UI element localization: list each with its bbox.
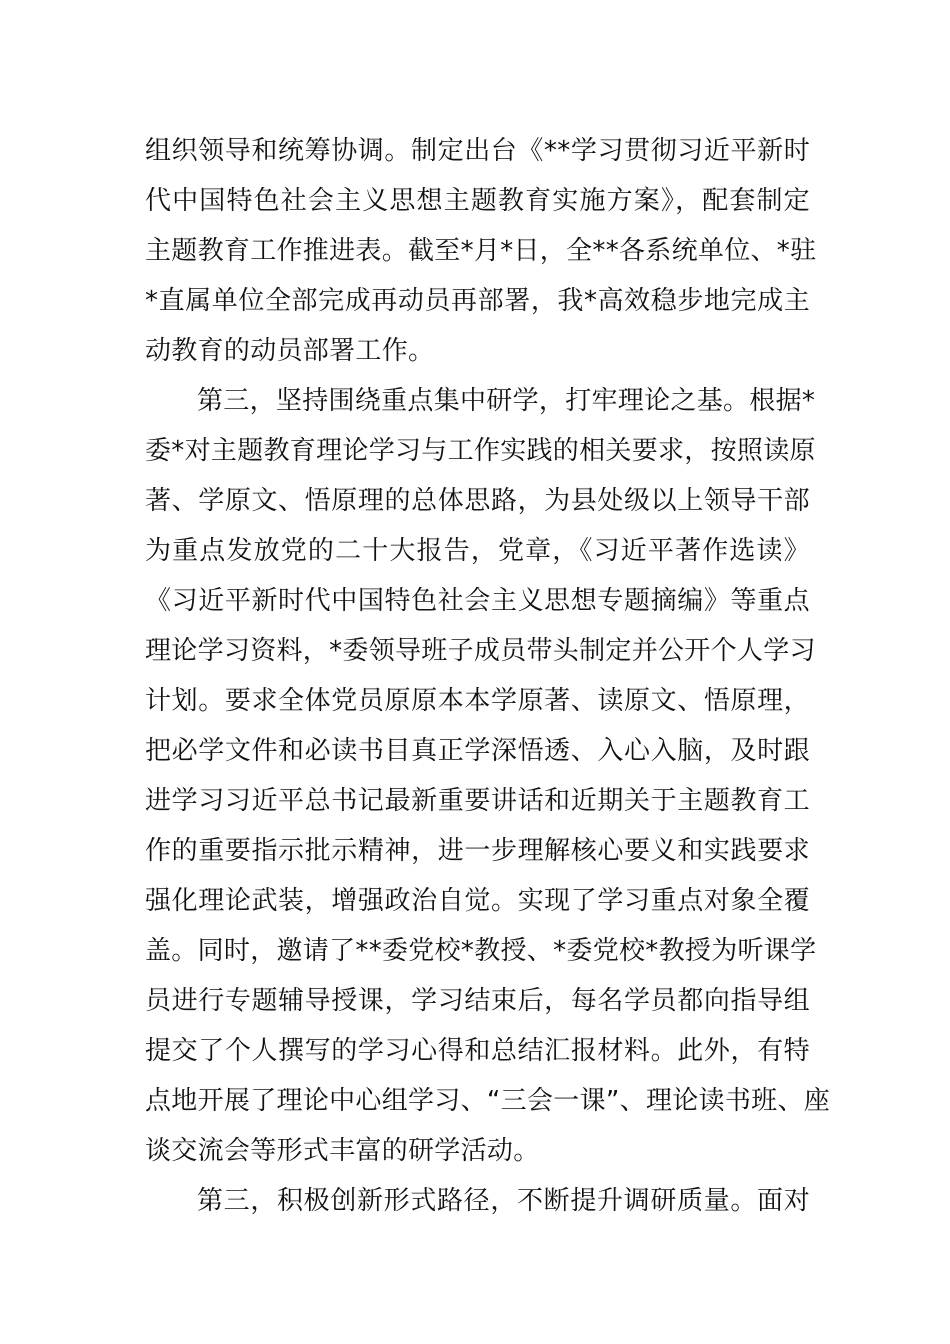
text-line: 组织领导和统筹协调。制定出台《**学习贯彻习近平新时 — [145, 136, 810, 166]
text-line: 把必学文件和必读书目真正学深悟透、入心入脑，及时跟 — [145, 736, 810, 766]
text-line: 盖。同时，邀请了**委党校*教授、*委党校*教授为听课学 — [145, 936, 817, 966]
paragraph-2 — [145, 376, 831, 1176]
text-line: 理论学习资料，*委领导班子成员带头制定并公开个人学习 — [145, 636, 816, 666]
text-line: 点地开展了理论中心组学习、“三会一课”、理论读书班、座 — [145, 1086, 831, 1116]
paragraph-1 — [145, 126, 817, 376]
text-line: 第三，积极创新形式路径，不断提升调研质量。面对 — [197, 1186, 810, 1216]
text-line: 动教育的动员部署工作。 — [145, 336, 435, 366]
text-line: 提交了个人撰写的学习心得和总结汇报材料。此外，有特 — [145, 1036, 810, 1066]
text-line: 为重点发放党的二十大报告，党章，《习近平著作选读》 — [145, 536, 810, 566]
text-line: 代中国特色社会主义思想主题教育实施方案》，配套制定 — [145, 186, 810, 216]
text-line: 委*对主题教育理论学习与工作实践的相关要求，按照读原 — [145, 436, 816, 466]
text-line: *直属单位全部完成再动员再部署，我*高效稳步地完成主 — [145, 286, 810, 316]
text-line: 主题教育工作推进表。截至*月*日，全**各系统单位、*驻 — [145, 236, 817, 266]
text-line: 《习近平新时代中国特色社会主义思想专题摘编》等重点 — [145, 586, 810, 616]
paragraph-3 — [145, 1176, 810, 1226]
text-line: 强化理论武装，增强政治自觉。实现了学习重点对象全覆 — [145, 886, 810, 916]
text-line: 第三，坚持围绕重点集中研学，打牢理论之基。根据* — [197, 386, 816, 416]
text-line: 进学习习近平总书记最新重要讲话和近期关于主题教育工 — [145, 786, 810, 816]
text-line: 谈交流会等形式丰富的研学活动。 — [145, 1136, 540, 1166]
document-body — [145, 126, 831, 1226]
text-line: 计划。要求全体党员原原本本学原著、读原文、悟原理， — [145, 686, 810, 716]
text-line: 著、学原文、悟原理的总体思路，为县处级以上领导干部 — [145, 486, 810, 516]
text-line: 员进行专题辅导授课，学习结束后，每名学员都向指导组 — [145, 986, 810, 1016]
text-line: 作的重要指示批示精神，进一步理解核心要义和实践要求 — [145, 836, 810, 866]
